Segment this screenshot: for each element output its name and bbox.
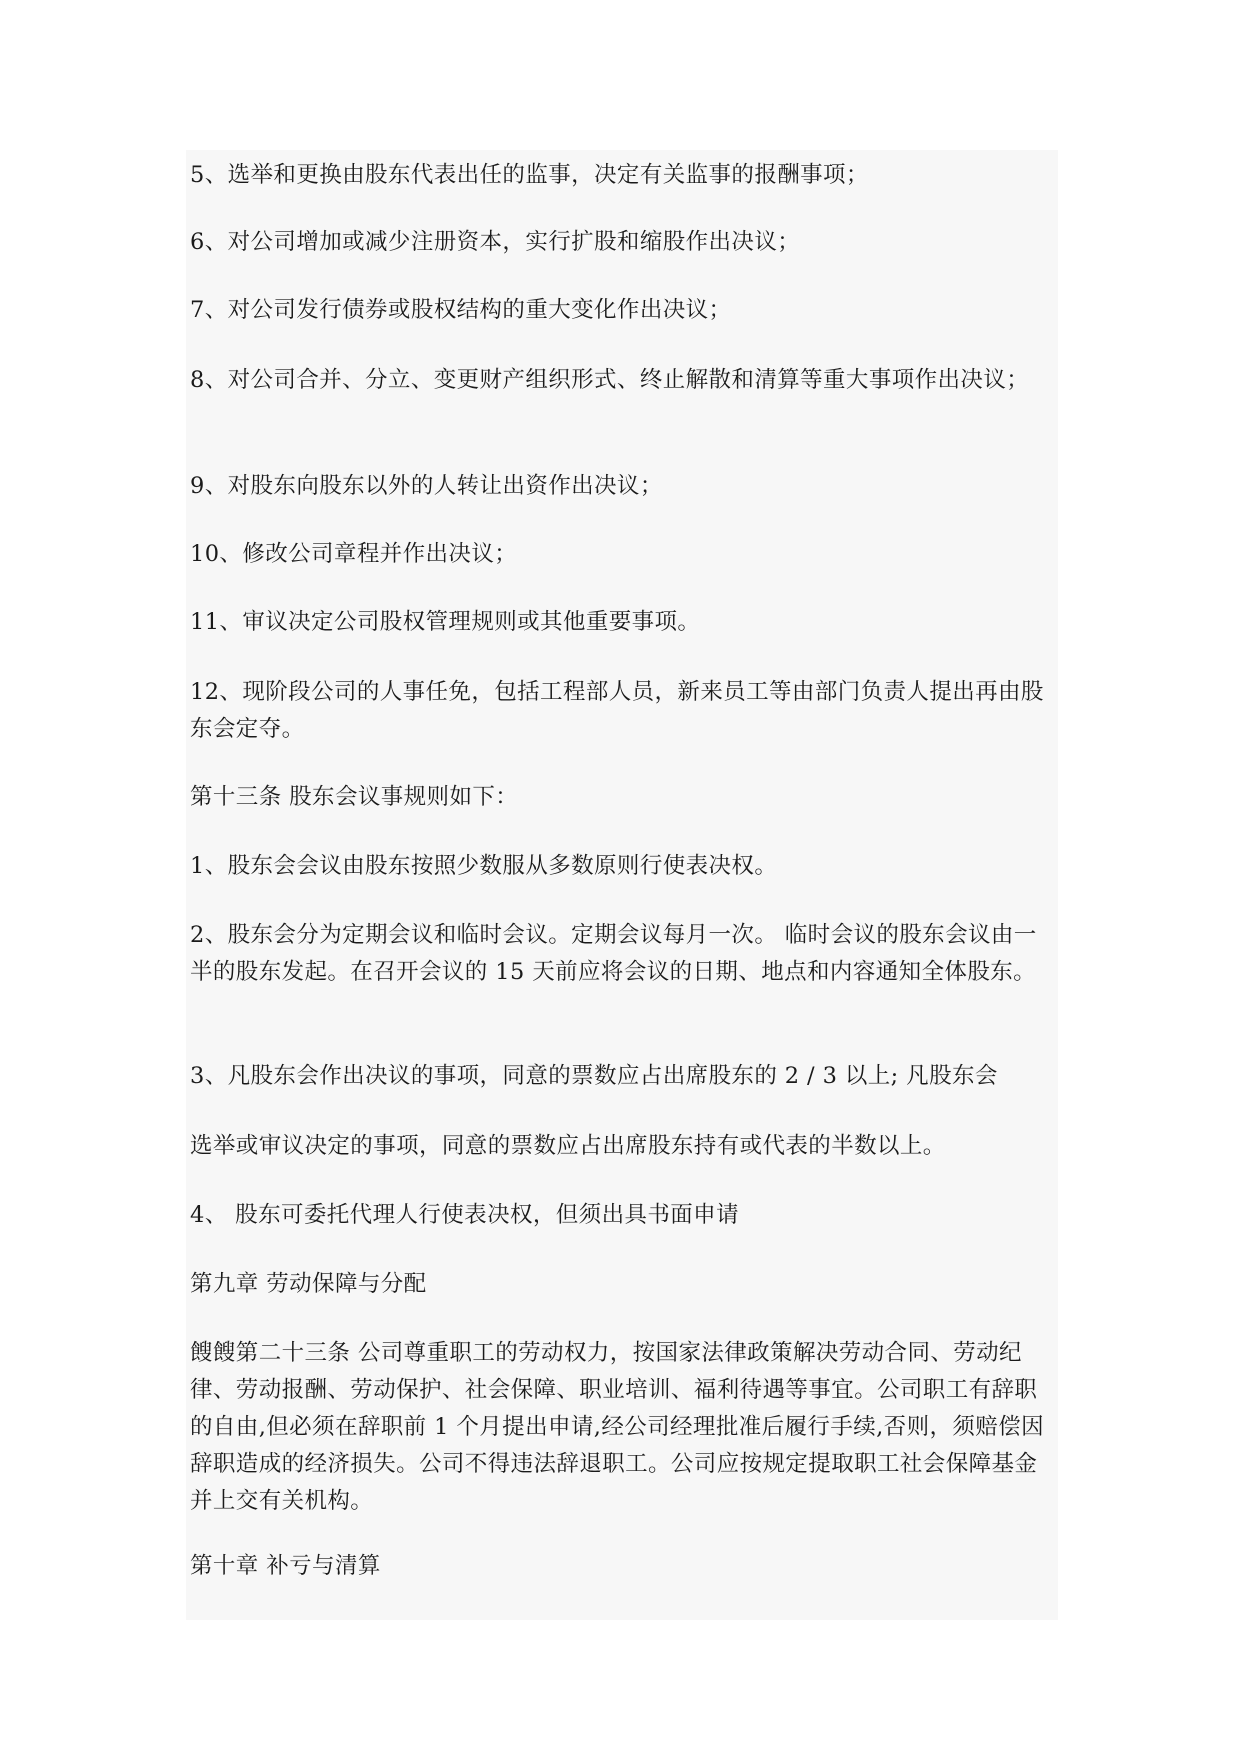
rule-3-continued: 选举或审议决定的事项，同意的票数应占出席股东持有或代表的半数以上。 [190, 1133, 946, 1159]
clause-8: 8、对公司合并、分立、变更财产组织形式、终止解散和清算等重大事项作出决议； [190, 367, 1030, 393]
article-23: 餿餿第二十三条 公司尊重职工的劳动权力，按国家法律政策解决劳动合同、劳动纪律、劳动报酬、劳动保护、社会保障、职业培训、福利待遇等事宜。公司职工有辞职的自由,但必须在辞职前 1 个月提出申请,经公司经理批准后履行手续,否则，须赔偿因辞职造成的经济损失。公司不得违法辞退职工。公司应按规定提取职工社会保障基金并上交有关机构。 [190, 1340, 1044, 1514]
rule-2: 2、股东会分为定期会议和临时会议。定期会议每月一次。 临时会议的股东会议由一半的股东发起。在召开会议的 15 天前应将会议的日期、地点和内容通知全体股东。 [190, 922, 1037, 985]
clause-5: 5、选举和更换由股东代表出任的监事，决定有关监事的报酬事项； [190, 162, 869, 188]
rule-1: 1、股东会会议由股东按照少数服从多数原则行使表决权。 [190, 853, 778, 879]
chapter-9-heading: 第九章 劳动保障与分配 [190, 1271, 427, 1297]
clause-7: 7、对公司发行债券或股权结构的重大变化作出决议； [190, 297, 732, 323]
clause-9: 9、对股东向股东以外的人转让出资作出决议； [190, 473, 663, 499]
rule-3: 3、凡股东会作出决议的事项，同意的票数应占出席股东的 2 / 3 以上; 凡股东会 [190, 1063, 998, 1089]
clause-12: 12、现阶段公司的人事任免，包括工程部人员，新来员工等由部门负责人提出再由股东会定夺。 [190, 679, 1044, 742]
chapter-10-heading: 第十章 补亏与清算 [190, 1553, 381, 1579]
clause-10: 10、修改公司章程并作出决议； [190, 541, 518, 567]
clause-11: 11、审议决定公司股权管理规则或其他重要事项。 [190, 609, 701, 635]
rule-4: 4、 股东可委托代理人行使表决权，但须出具书面申请 [190, 1202, 739, 1228]
article-13-heading: 第十三条 股东会议事规则如下： [190, 784, 519, 810]
clause-6: 6、对公司增加或减少注册资本，实行扩股和缩股作出决议； [190, 229, 801, 255]
